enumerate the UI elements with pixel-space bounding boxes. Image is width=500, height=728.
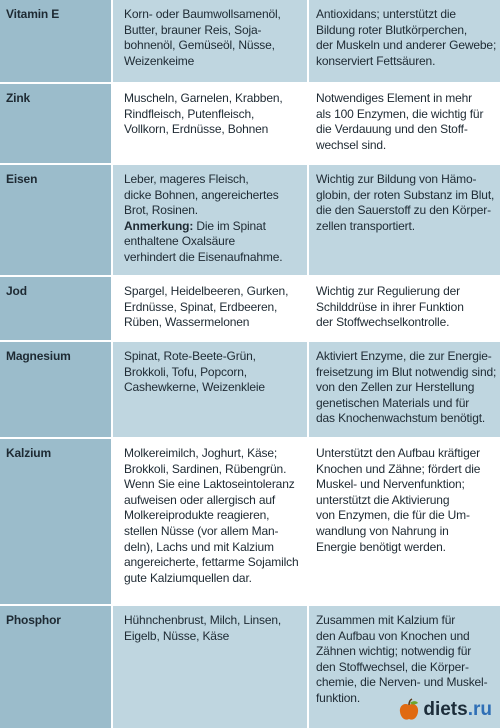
nutrient-function: Zusammen mit Kalzium für den Aufbau von Knochen und Zähnen wichtig; notwendig für den Stoffwechsel, die Körper- chemie, die Nerven- und Muskel- funktion. [309, 606, 500, 728]
food-sources: Leber, mageres Fleisch, dicke Bohnen, angereichertes Brot, Rosinen. Anmerkung: Die im Spinat enthaltene Oxalsäure verhindert die Eisenaufnahme. [113, 165, 307, 275]
nutrient-function: Antioxidans; unterstützt die Bildung roter Blutkörperchen, der Muskeln und anderer Gewebe; konserviert Fettsäuren. [309, 0, 500, 82]
nutrient-name: Vitamin E [0, 0, 111, 82]
food-sources: Spinat, Rote-Beete-Grün, Brokkoli, Tofu, Popcorn, Cashewkerne, Weizenkleie [113, 342, 307, 437]
table-row-eisen [0, 165, 500, 275]
food-sources: Korn- oder Baumwollsamenöl, Butter, brauner Reis, Soja- bohnenöl, Gemüseöl, Nüsse, Weizenkeime [113, 0, 307, 82]
table-row-kalzium [0, 439, 500, 604]
nutrient-name: Zink [0, 84, 111, 163]
watermark-logo [397, 698, 492, 722]
food-sources: Muscheln, Garnelen, Krabben, Rindfleisch, Putenfleisch, Vollkorn, Erdnüsse, Bohnen [113, 84, 307, 163]
table-row-vitamin-e [0, 0, 500, 82]
food-sources: Molkereimilch, Joghurt, Käse; Brokkoli, Sardinen, Rübengrün. Wenn Sie eine Laktoseintoleranz aufweisen oder allergisch auf Molkereiprodukte reagieren, stellen Nüsse (vor allem Man- deln), Lachs und mit Kalzium angereicherte, fettarme Sojamilch gute Kalziumquellen dar. [113, 439, 307, 604]
nutrient-name: Eisen [0, 165, 111, 275]
nutrient-name: Phosphor [0, 606, 111, 728]
nutrient-name: Kalzium [0, 439, 111, 604]
table-row-zink [0, 84, 500, 163]
nutrient-function: Aktiviert Enzyme, die zur Energie- freisetzung im Blut notwendig sind; von den Zellen zur Herstellung genetischen Materials und für das Knochenwachstum benötigt. [309, 342, 500, 437]
nutrient-function: Notwendiges Element in mehr als 100 Enzymen, die wichtig für die Verdauung und den Stoff- wechsel sind. [309, 84, 500, 163]
apple-icon [397, 698, 421, 722]
watermark-tld: .ru [467, 699, 492, 720]
nutrient-function: Unterstützt den Aufbau kräftiger Knochen und Zähne; fördert die Muskel- und Nervenfunktion; unterstützt die Aktivierung von Enzymen, die für die Um- wandlung von Nahrung in Energie benötigt werden. [309, 439, 500, 604]
nutrient-name: Magnesium [0, 342, 111, 437]
nutrient-function: Wichtig zur Bildung von Hämo- globin, der roten Substanz im Blut, die den Sauerstoff zu den Körper- zellen transportiert. [309, 165, 500, 275]
nutrient-function: Wichtig zur Regulierung der Schilddrüse in ihrer Funktion der Stoffwechselkontrolle. [309, 277, 500, 340]
nutrient-name: Jod [0, 277, 111, 340]
food-sources: Hühnchenbrust, Milch, Linsen, Eigelb, Nüsse, Käse [113, 606, 307, 728]
watermark-brand: diets [423, 699, 468, 720]
table-row-magnesium [0, 342, 500, 437]
food-sources: Spargel, Heidelbeeren, Gurken, Erdnüsse, Spinat, Erdbeeren, Rüben, Wassermelonen [113, 277, 307, 340]
note-label: Anmerkung: [124, 218, 194, 233]
table-row-jod [0, 277, 500, 340]
